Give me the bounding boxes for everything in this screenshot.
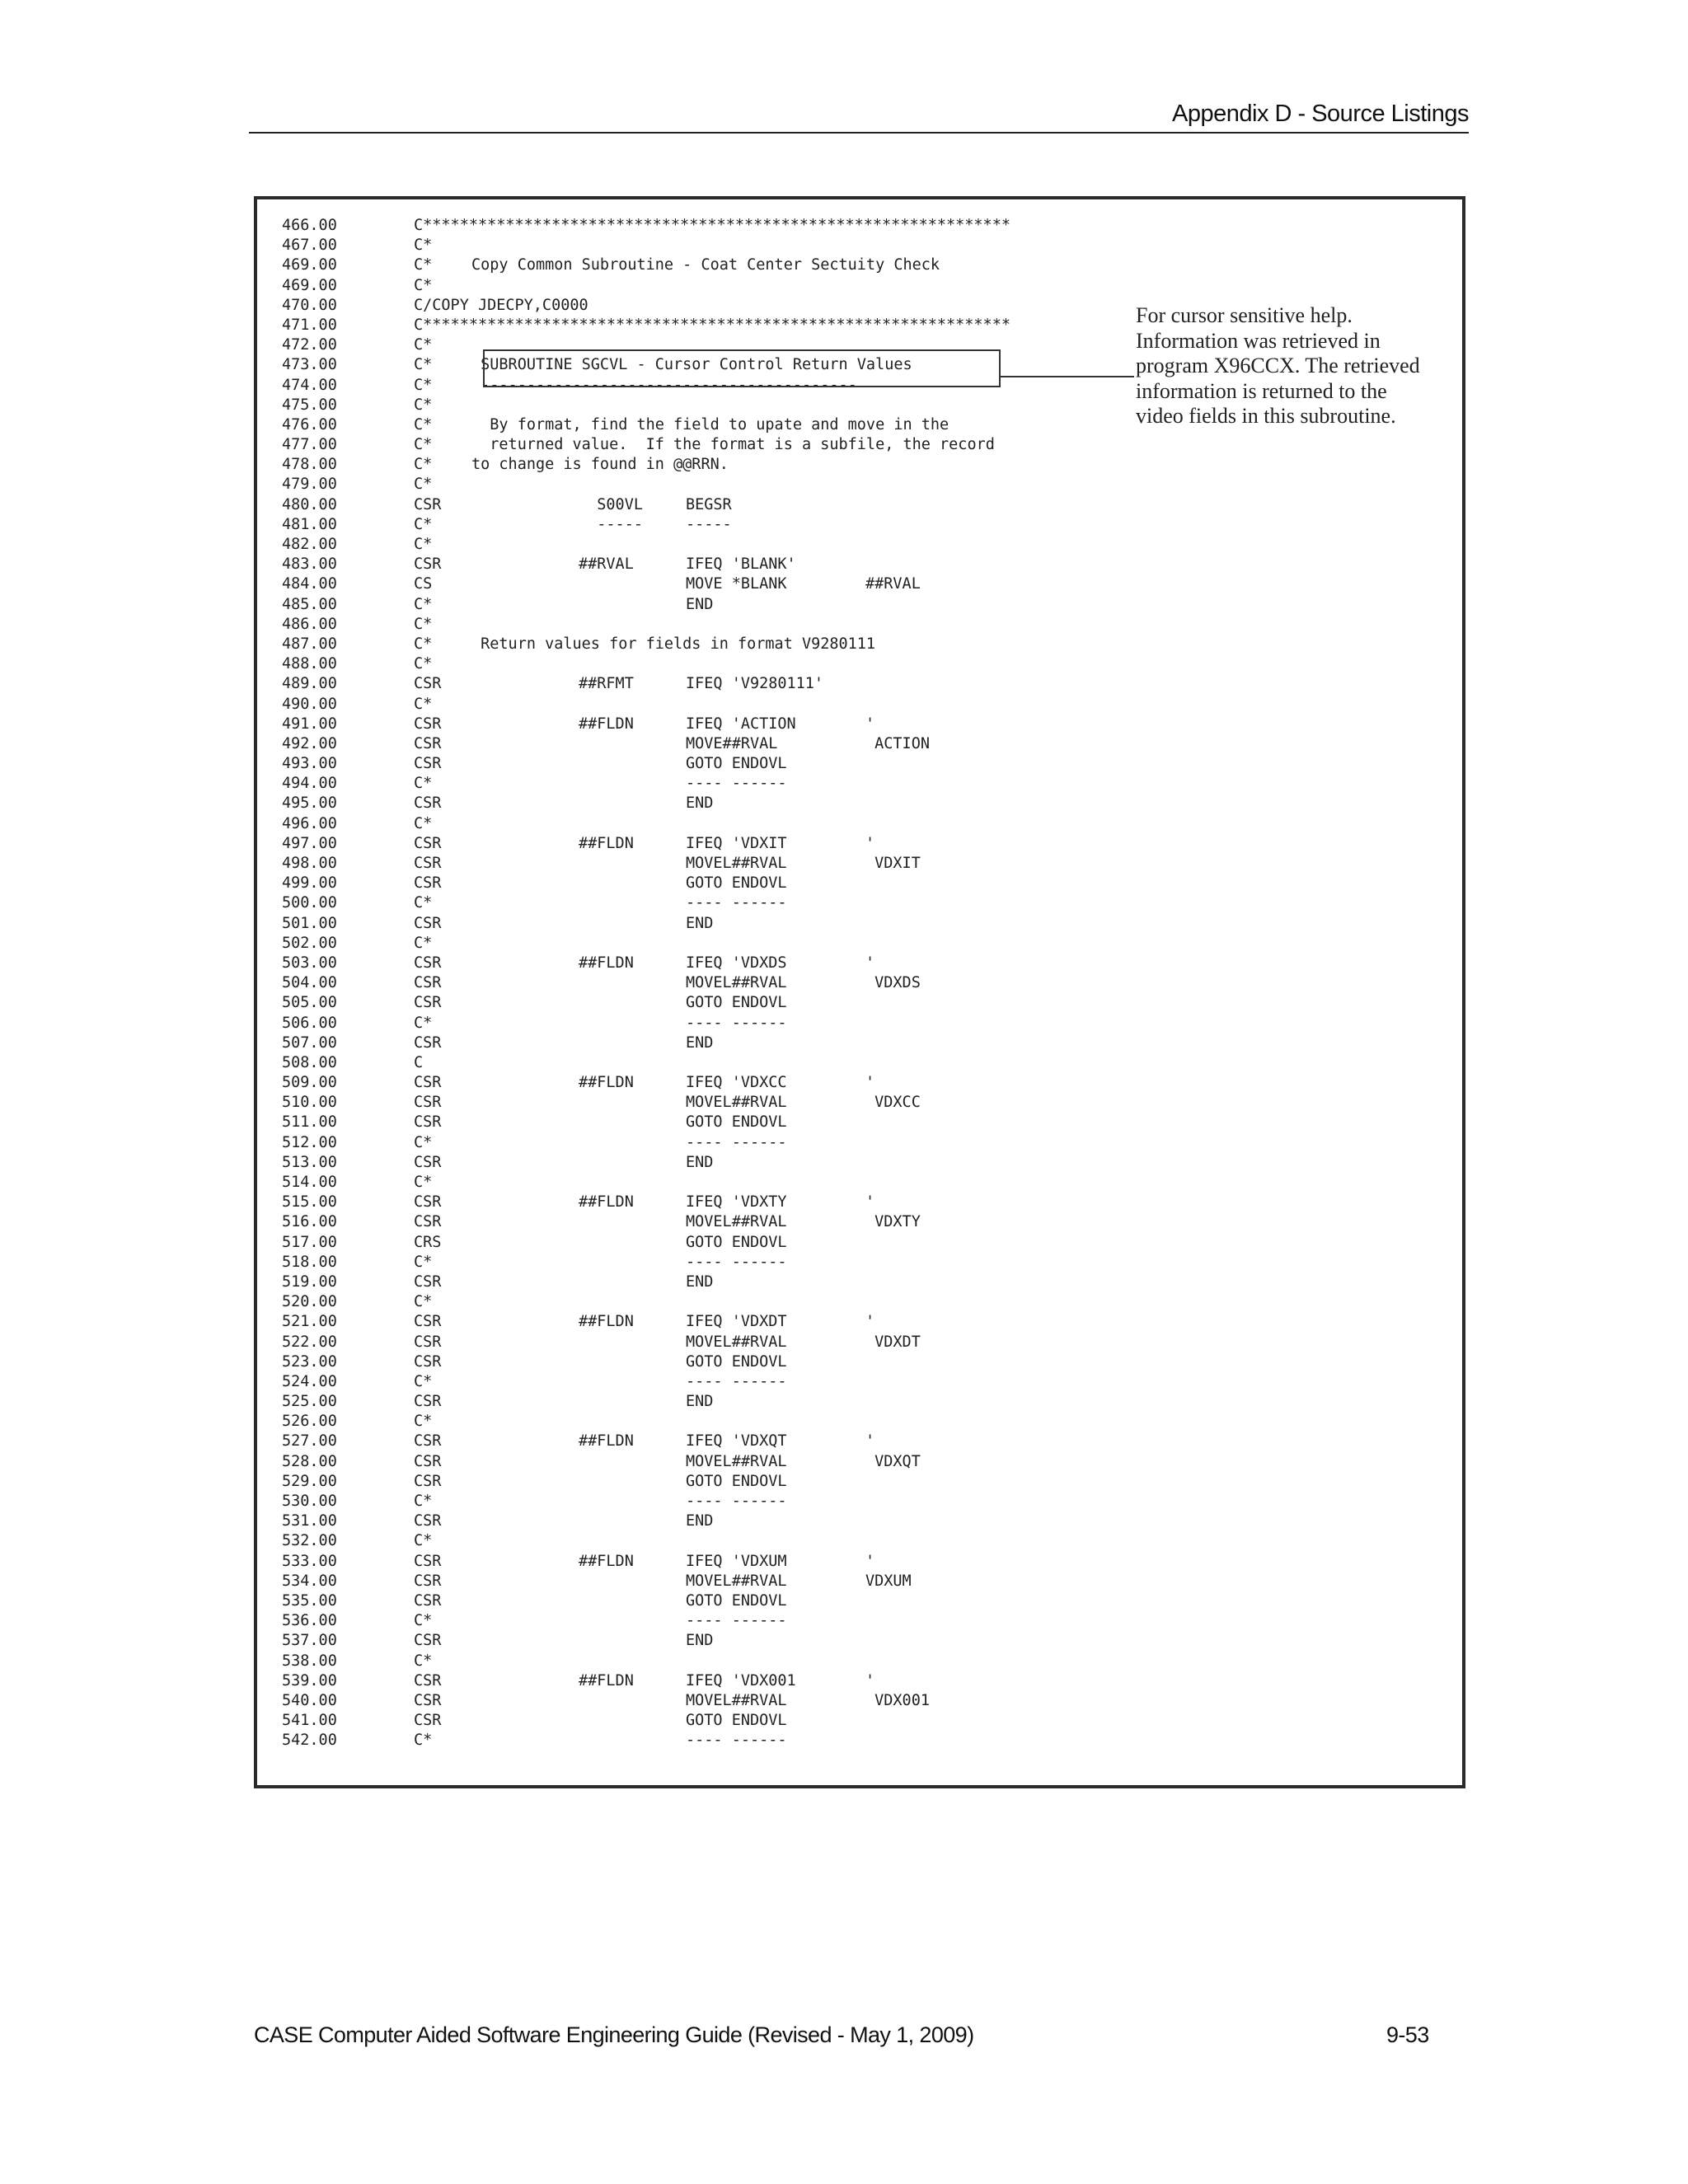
- line-number: 512.00: [282, 1133, 337, 1151]
- spec-field: CSR: [414, 715, 442, 733]
- spec-field: CSR: [414, 914, 442, 932]
- result-field: VDX001: [865, 1691, 930, 1709]
- comment-text: Return values for fields in format V9280111: [471, 635, 876, 653]
- spec-field: CSR: [414, 1712, 442, 1730]
- line-number: 532.00: [282, 1532, 337, 1550]
- opcode-field: GOTO ENDOVL: [686, 1712, 787, 1730]
- line-number: 469.00: [282, 276, 337, 294]
- line-number: 478.00: [282, 456, 337, 474]
- result-field: VDXTY: [865, 1213, 921, 1231]
- line-number: 486.00: [282, 615, 337, 633]
- annotation-line: video fields in this subroutine.: [1136, 404, 1396, 428]
- opcode-field: ---- ------: [686, 1493, 787, 1510]
- spec-field: CRS: [414, 1233, 442, 1251]
- spec-field: CSR: [414, 1033, 442, 1052]
- opcode-field: ---- ------: [686, 1612, 787, 1630]
- result-field: VDXQT: [865, 1452, 921, 1470]
- opcode-field: IFEQ 'BLANK': [686, 555, 796, 574]
- result-field: VDXCC: [865, 1094, 921, 1112]
- line-number: 508.00: [282, 1053, 337, 1071]
- opcode-field: BEGSR: [686, 495, 732, 513]
- comment-text: -----------------------------------------: [471, 376, 857, 394]
- line-number: 495.00: [282, 794, 337, 813]
- comment-text: SUBROUTINE SGCVL - Cursor Control Return Values: [471, 356, 912, 374]
- spec-field: CSR: [414, 1432, 442, 1451]
- line-number: 537.00: [282, 1632, 337, 1650]
- opcode-field: IFEQ 'VDXDS: [686, 954, 787, 972]
- opcode-field: GOTO ENDOVL: [686, 1113, 787, 1132]
- spec-field: CSR: [414, 495, 442, 513]
- spec-field: C*: [414, 396, 433, 414]
- line-number: 506.00: [282, 1014, 337, 1032]
- spec-field: C: [414, 1053, 424, 1071]
- line-number: 511.00: [282, 1113, 337, 1132]
- opcode-field: ---- ------: [686, 1253, 787, 1271]
- margin-annotation: [1136, 303, 1482, 429]
- comment-text: returned value. If the format is a subfile, the record: [471, 436, 995, 454]
- factor-field: ##FLDN: [579, 834, 634, 852]
- line-number: 469.00: [282, 256, 337, 274]
- spec-field: C*: [414, 695, 433, 713]
- result-field: ##RVAL: [865, 575, 921, 593]
- spec-field: C*: [414, 1413, 433, 1431]
- spec-field: C*: [414, 1652, 433, 1670]
- opcode-field: IFEQ 'V9280111': [686, 675, 824, 693]
- spec-field: C*: [414, 515, 433, 533]
- result-field: VDXUM: [865, 1572, 912, 1590]
- line-number: 494.00: [282, 775, 337, 793]
- spec-field: C*: [414, 536, 433, 553]
- spec-field: CSR: [414, 1094, 442, 1112]
- line-number: 522.00: [282, 1333, 337, 1351]
- factor-field: ##FLDN: [579, 954, 634, 972]
- subroutine-callout-box: [483, 349, 1001, 387]
- spec-field: CSR: [414, 1113, 442, 1132]
- spec-field: CS: [414, 575, 433, 593]
- line-number: 471.00: [282, 316, 337, 334]
- factor-field: ##FLDN: [579, 1313, 634, 1331]
- line-number: 500.00: [282, 894, 337, 912]
- line-number: 527.00: [282, 1432, 337, 1451]
- result-field: VDXIT: [865, 855, 921, 872]
- result-field: ': [865, 1313, 875, 1331]
- opcode-field: MOVEL##RVAL: [686, 1333, 787, 1351]
- spec-field: C*: [414, 256, 433, 274]
- comment-text: Copy Common Subroutine - Coat Center Sectuity Check: [471, 256, 940, 274]
- line-number: 482.00: [282, 536, 337, 553]
- line-number: 518.00: [282, 1253, 337, 1271]
- line-number: 485.00: [282, 595, 337, 613]
- spec-field: CSR: [414, 1074, 442, 1092]
- spec-field: C*: [414, 456, 433, 474]
- opcode-field: IFEQ 'VDXTY: [686, 1193, 787, 1212]
- opcode-field: GOTO ENDOVL: [686, 1591, 787, 1610]
- spec-field: C*: [414, 655, 433, 673]
- opcode-field: END: [686, 1272, 714, 1291]
- spec-field: C*: [414, 1612, 433, 1630]
- spec-field: CSR: [414, 834, 442, 852]
- spec-field: CSR: [414, 1272, 442, 1291]
- line-number: 497.00: [282, 834, 337, 852]
- line-number: 487.00: [282, 635, 337, 653]
- line-number: 467.00: [282, 237, 337, 255]
- opcode-field: MOVE##RVAL: [686, 734, 778, 752]
- spec-field: C*: [414, 1133, 433, 1151]
- result-field: ': [865, 1193, 875, 1212]
- spec-field: C*: [414, 415, 433, 434]
- header-title: Appendix D - Source Listings: [1172, 101, 1469, 127]
- line-number: 538.00: [282, 1652, 337, 1670]
- line-number: 480.00: [282, 495, 337, 513]
- spec-field: C*: [414, 436, 433, 454]
- line-number: 534.00: [282, 1572, 337, 1590]
- line-number: 517.00: [282, 1233, 337, 1251]
- line-number: 524.00: [282, 1372, 337, 1390]
- opcode-field: MOVEL##RVAL: [686, 974, 787, 992]
- opcode-field: END: [686, 1033, 714, 1052]
- opcode-field: IFEQ 'ACTION: [686, 715, 796, 733]
- comment-text: By format, find the field to upate and move in the: [471, 415, 950, 434]
- line-number: 533.00: [282, 1552, 337, 1570]
- factor-field: -----: [579, 515, 643, 533]
- factor-field: ##RFMT: [579, 675, 634, 693]
- spec-field: CSR: [414, 1671, 442, 1690]
- line-number: 490.00: [282, 695, 337, 713]
- spec-field: CSR: [414, 734, 442, 752]
- opcode-field: IFEQ 'VDXIT: [686, 834, 787, 852]
- opcode-field: END: [686, 1393, 714, 1411]
- factor-field: ##RVAL: [579, 555, 634, 574]
- spec-field: CSR: [414, 755, 442, 773]
- opcode-field: END: [686, 595, 714, 613]
- opcode-field: ---- ------: [686, 775, 787, 793]
- annotation-line: information is returned to the: [1136, 378, 1387, 403]
- line-number: 473.00: [282, 356, 337, 374]
- opcode-field: MOVEL##RVAL: [686, 1213, 787, 1231]
- line-number: 504.00: [282, 974, 337, 992]
- spec-field: CSR: [414, 974, 442, 992]
- opcode-field: END: [686, 1153, 714, 1171]
- line-number: 510.00: [282, 1094, 337, 1112]
- line-number: 509.00: [282, 1074, 337, 1092]
- spec-field: C*: [414, 1293, 433, 1311]
- line-number: 515.00: [282, 1193, 337, 1212]
- spec-field: CSR: [414, 1393, 442, 1411]
- line-number: 489.00: [282, 675, 337, 693]
- opcode-field: END: [686, 1512, 714, 1530]
- opcode-field: MOVE *BLANK: [686, 575, 787, 593]
- spec-field: C*: [414, 635, 433, 653]
- opcode-field: IFEQ 'VDXCC: [686, 1074, 787, 1092]
- spec-field: CSR: [414, 1333, 442, 1351]
- line-number: 491.00: [282, 715, 337, 733]
- annotation-line: For cursor sensitive help.: [1136, 303, 1353, 327]
- line-number: 483.00: [282, 555, 337, 574]
- spec-field: CSR: [414, 1452, 442, 1470]
- spec-field: CSR: [414, 1153, 442, 1171]
- opcode-field: MOVEL##RVAL: [686, 855, 787, 872]
- result-field: VDXDS: [865, 974, 921, 992]
- line-number: 529.00: [282, 1472, 337, 1490]
- line-number: 535.00: [282, 1591, 337, 1610]
- opcode-field: MOVEL##RVAL: [686, 1572, 787, 1590]
- result-field: ': [865, 954, 875, 972]
- line-number: 470.00: [282, 296, 337, 314]
- spec-field: C****************************************************************: [414, 316, 1010, 334]
- result-field: ': [865, 1432, 875, 1451]
- line-number: 466.00: [282, 217, 337, 234]
- factor-field: ##FLDN: [579, 1671, 634, 1690]
- line-number: 475.00: [282, 396, 337, 414]
- result-field: ': [865, 1074, 875, 1092]
- line-number: 498.00: [282, 855, 337, 872]
- opcode-field: ---- ------: [686, 1372, 787, 1390]
- opcode-field: MOVEL##RVAL: [686, 1094, 787, 1112]
- spec-field: CSR: [414, 874, 442, 893]
- spec-field: CSR: [414, 675, 442, 693]
- line-number: 492.00: [282, 734, 337, 752]
- line-number: 502.00: [282, 934, 337, 952]
- line-number: 488.00: [282, 655, 337, 673]
- line-number: 539.00: [282, 1671, 337, 1690]
- opcode-field: END: [686, 794, 714, 813]
- opcode-field: MOVEL##RVAL: [686, 1691, 787, 1709]
- opcode-field: IFEQ 'VDX001: [686, 1671, 796, 1690]
- line-number: 523.00: [282, 1352, 337, 1371]
- opcode-field: GOTO ENDOVL: [686, 1352, 787, 1371]
- spec-field: C*: [414, 336, 433, 354]
- spec-field: CSR: [414, 1552, 442, 1570]
- spec-field: CSR: [414, 855, 442, 872]
- spec-field: C*: [414, 1532, 433, 1550]
- annotation-line: program X96CCX. The retrieved: [1136, 354, 1420, 377]
- line-number: 536.00: [282, 1612, 337, 1630]
- factor-field: ##FLDN: [579, 1193, 634, 1212]
- line-number: 519.00: [282, 1272, 337, 1291]
- spec-field: C****************************************************************: [414, 217, 1010, 234]
- line-number: 481.00: [282, 515, 337, 533]
- spec-field: C*: [414, 1372, 433, 1390]
- factor-field: ##FLDN: [579, 1432, 634, 1451]
- result-field: VDXDT: [865, 1333, 921, 1351]
- opcode-field: GOTO ENDOVL: [686, 874, 787, 893]
- spec-field: C/COPY JDECPY,C0000: [414, 296, 588, 314]
- factor-field: S00VL: [579, 495, 643, 513]
- line-number: 479.00: [282, 476, 337, 494]
- opcode-field: GOTO ENDOVL: [686, 994, 787, 1012]
- line-number: 493.00: [282, 755, 337, 773]
- line-number: 531.00: [282, 1512, 337, 1530]
- opcode-field: ---- ------: [686, 1014, 787, 1032]
- line-number: 521.00: [282, 1313, 337, 1331]
- opcode-field: GOTO ENDOVL: [686, 1233, 787, 1251]
- spec-field: C*: [414, 356, 433, 374]
- opcode-field: ---- ------: [686, 894, 787, 912]
- line-number: 514.00: [282, 1174, 337, 1191]
- line-number: 505.00: [282, 994, 337, 1012]
- spec-field: CSR: [414, 1512, 442, 1530]
- spec-field: C*: [414, 237, 433, 255]
- spec-field: C*: [414, 376, 433, 394]
- line-number: 499.00: [282, 874, 337, 893]
- line-number: 474.00: [282, 376, 337, 394]
- line-number: 540.00: [282, 1691, 337, 1709]
- opcode-field: END: [686, 914, 714, 932]
- source-listing-box: [254, 196, 1465, 1788]
- line-number: 472.00: [282, 336, 337, 354]
- line-number: 528.00: [282, 1452, 337, 1470]
- spec-field: CSR: [414, 1352, 442, 1371]
- opcode-field: END: [686, 1632, 714, 1650]
- spec-field: CSR: [414, 1632, 442, 1650]
- line-number: 542.00: [282, 1732, 337, 1750]
- result-field: ': [865, 1552, 875, 1570]
- spec-field: C*: [414, 1493, 433, 1510]
- opcode-field: GOTO ENDOVL: [686, 755, 787, 773]
- page-header: [249, 96, 1469, 134]
- opcode-field: IFEQ 'VDXQT: [686, 1432, 787, 1451]
- spec-field: C*: [414, 934, 433, 952]
- spec-field: CSR: [414, 1691, 442, 1709]
- spec-field: C*: [414, 1014, 433, 1032]
- opcode-field: IFEQ 'VDXUM: [686, 1552, 787, 1570]
- line-number: 507.00: [282, 1033, 337, 1052]
- page-number: 9-53: [1386, 2022, 1429, 2047]
- result-field: ': [865, 1671, 875, 1690]
- spec-field: C*: [414, 1253, 433, 1271]
- spec-field: CSR: [414, 1472, 442, 1490]
- spec-field: C*: [414, 595, 433, 613]
- result-field: ': [865, 834, 875, 852]
- opcode-field: ---- ------: [686, 1732, 787, 1750]
- line-number: 477.00: [282, 436, 337, 454]
- comment-text: to change is found in @@RRN.: [471, 456, 729, 474]
- spec-field: C*: [414, 476, 433, 494]
- opcode-field: IFEQ 'VDXDT: [686, 1313, 787, 1331]
- spec-field: CSR: [414, 954, 442, 972]
- spec-field: CSR: [414, 794, 442, 813]
- opcode-field: MOVEL##RVAL: [686, 1452, 787, 1470]
- line-number: 503.00: [282, 954, 337, 972]
- line-number: 541.00: [282, 1712, 337, 1730]
- line-number: 484.00: [282, 575, 337, 593]
- factor-field: ##FLDN: [579, 715, 634, 733]
- opcode-field: ---- ------: [686, 1133, 787, 1151]
- line-number: 525.00: [282, 1393, 337, 1411]
- spec-field: C*: [414, 1732, 433, 1750]
- spec-field: C*: [414, 276, 433, 294]
- spec-field: CSR: [414, 555, 442, 574]
- spec-field: CSR: [414, 1193, 442, 1212]
- spec-field: CSR: [414, 1213, 442, 1231]
- annotation-line: Information was retrieved in: [1136, 328, 1381, 353]
- opcode-field: GOTO ENDOVL: [686, 1472, 787, 1490]
- spec-field: C*: [414, 814, 433, 832]
- factor-field: ##FLDN: [579, 1074, 634, 1092]
- line-number: 520.00: [282, 1293, 337, 1311]
- result-field: ACTION: [865, 734, 930, 752]
- spec-field: CSR: [414, 1591, 442, 1610]
- spec-field: CSR: [414, 1572, 442, 1590]
- factor-field: ##FLDN: [579, 1552, 634, 1570]
- line-number: 501.00: [282, 914, 337, 932]
- line-number: 476.00: [282, 415, 337, 434]
- opcode-field: -----: [686, 515, 732, 533]
- callout-leader-line: [1001, 376, 1134, 377]
- line-number: 496.00: [282, 814, 337, 832]
- line-number: 516.00: [282, 1213, 337, 1231]
- line-number: 530.00: [282, 1493, 337, 1510]
- spec-field: C*: [414, 775, 433, 793]
- line-number: 526.00: [282, 1413, 337, 1431]
- spec-field: C*: [414, 615, 433, 633]
- line-number: 513.00: [282, 1153, 337, 1171]
- footer-title: CASE Computer Aided Software Engineering Guide (Revised - May 1, 2009): [254, 2022, 974, 2047]
- spec-field: CSR: [414, 1313, 442, 1331]
- spec-field: C*: [414, 894, 433, 912]
- spec-field: CSR: [414, 994, 442, 1012]
- result-field: ': [865, 715, 875, 733]
- spec-field: C*: [414, 1174, 433, 1191]
